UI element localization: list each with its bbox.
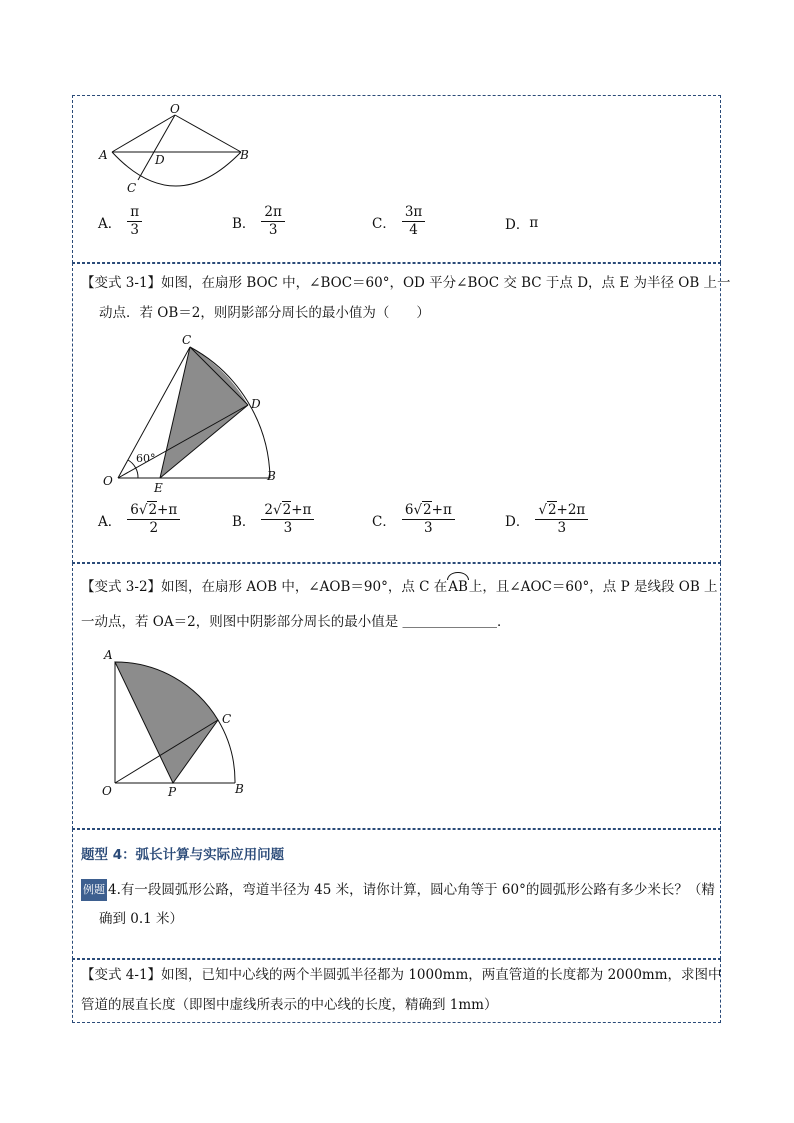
label-A: A — [99, 148, 108, 162]
figure-sector-aob-quarter — [98, 645, 258, 800]
section-heading: 题型 4：弧长计算与实际应用问题 — [81, 847, 285, 863]
denominator: 3 — [557, 520, 567, 536]
option-letter: C． — [372, 215, 396, 232]
denominator: 3 — [268, 222, 278, 238]
denominator: 4 — [409, 222, 418, 238]
variant-3-1-option-c[interactable]: C． $\frac{6√2+\pi}{3}$ — [372, 503, 455, 536]
option-b[interactable] — [232, 205, 285, 238]
radicand: 2 — [282, 502, 292, 518]
coef: 6 — [404, 502, 414, 518]
line1-end: 上，且∠AOC＝60°，点 P 是线段 OB 上 — [468, 579, 718, 595]
tail: +π — [291, 502, 312, 518]
numerator: 3π — [402, 205, 425, 222]
option-letter: D． — [505, 513, 530, 530]
numerator: 2π — [261, 205, 284, 222]
radicand: 2 — [423, 502, 432, 518]
variant-4-1-line1: 【变式 4-1】如图，已知中心线的两个半圆弧半径都为 1000mm，两直管道的长度都为 2000mm，求图中 — [81, 967, 722, 983]
label-B: B — [240, 148, 249, 162]
denominator: 3 — [130, 222, 139, 238]
option-a[interactable] — [98, 205, 142, 238]
example-badge: 例题 — [81, 879, 107, 901]
label-B: B — [267, 469, 276, 483]
option-letter: C． — [372, 513, 396, 530]
variant-3-1-option-d[interactable]: D． $\frac{√2+2\pi}{3}$ — [505, 503, 588, 536]
variant-3-1-option-b[interactable]: B． $\frac{2√2+\pi}{3}$ — [232, 503, 314, 536]
label-A: A — [104, 648, 113, 662]
label-D: D — [155, 153, 165, 167]
option-letter: D． — [505, 217, 530, 233]
angle-label: 60° — [136, 452, 156, 465]
option-letter: B． — [232, 215, 256, 232]
variant-3-1-option-a[interactable]: A． $\frac{6√2+\pi}{2}$ — [98, 503, 180, 536]
numerator: π — [127, 205, 142, 222]
option-d[interactable] — [505, 213, 538, 233]
label-D: D — [251, 397, 261, 411]
example-text: 4.有一段圆弧形公路，弯道半径为 45 米，请你计算，圆心角等于 60°的圆弧形公路有多少米长？（精 — [108, 882, 715, 898]
variant-3-1-line2: 动点．若 OB＝2，则阴影部分周长的最小值为（ ） — [99, 305, 430, 321]
label-P: P — [168, 785, 177, 799]
radicand: 2 — [547, 502, 557, 518]
coef: 2 — [264, 502, 274, 518]
example-4-line1 — [81, 879, 715, 901]
arc-label: AB — [448, 579, 468, 595]
label-O: O — [103, 474, 113, 488]
label-C: C — [222, 712, 232, 726]
figure-sector-aob — [95, 100, 265, 200]
tail: +π — [157, 502, 178, 518]
option-letter: A． — [98, 513, 122, 530]
denominator: 3 — [283, 520, 293, 536]
label-O: O — [102, 784, 112, 798]
coef: 6 — [130, 502, 139, 518]
line1-start: 【变式 3-2】如图，在扇形 AOB 中，∠AOB＝90°，点 C 在 — [81, 579, 448, 595]
label-E: E — [154, 481, 163, 495]
option-c[interactable] — [372, 205, 425, 238]
denominator: 3 — [424, 520, 433, 536]
option-letter: A． — [98, 215, 122, 232]
label-B: B — [235, 782, 244, 796]
figure-sector-boc — [98, 330, 298, 498]
tail: +π — [431, 502, 452, 518]
radicand: 2 — [148, 502, 158, 518]
variant-4-1-line2: 管道的展直长度（即图中虚线所表示的中心线的长度，精确到 1mm） — [81, 997, 498, 1013]
example-4-line2: 确到 0.1 米） — [99, 911, 184, 927]
denominator: 2 — [149, 520, 159, 536]
label-C: C — [127, 181, 137, 195]
label-O: O — [170, 102, 180, 116]
option-value: π — [529, 215, 539, 231]
variant-3-2-line1 — [81, 577, 718, 597]
variant-3-1-line1: 【变式 3-1】如图，在扇形 BOC 中，∠BOC＝60°，OD 平分∠BOC 交 BC 于点 D，点 E 为半径 OB 上一 — [81, 275, 731, 291]
variant-3-2-line2: 一动点，若 OA＝2，则图中阴影部分周长的最小值是 ＿＿＿＿＿＿＿． — [81, 614, 511, 630]
option-letter: B． — [232, 513, 256, 530]
label-C: C — [182, 333, 192, 347]
arc-ab-notation — [447, 577, 469, 597]
tail: +2π — [556, 502, 586, 518]
